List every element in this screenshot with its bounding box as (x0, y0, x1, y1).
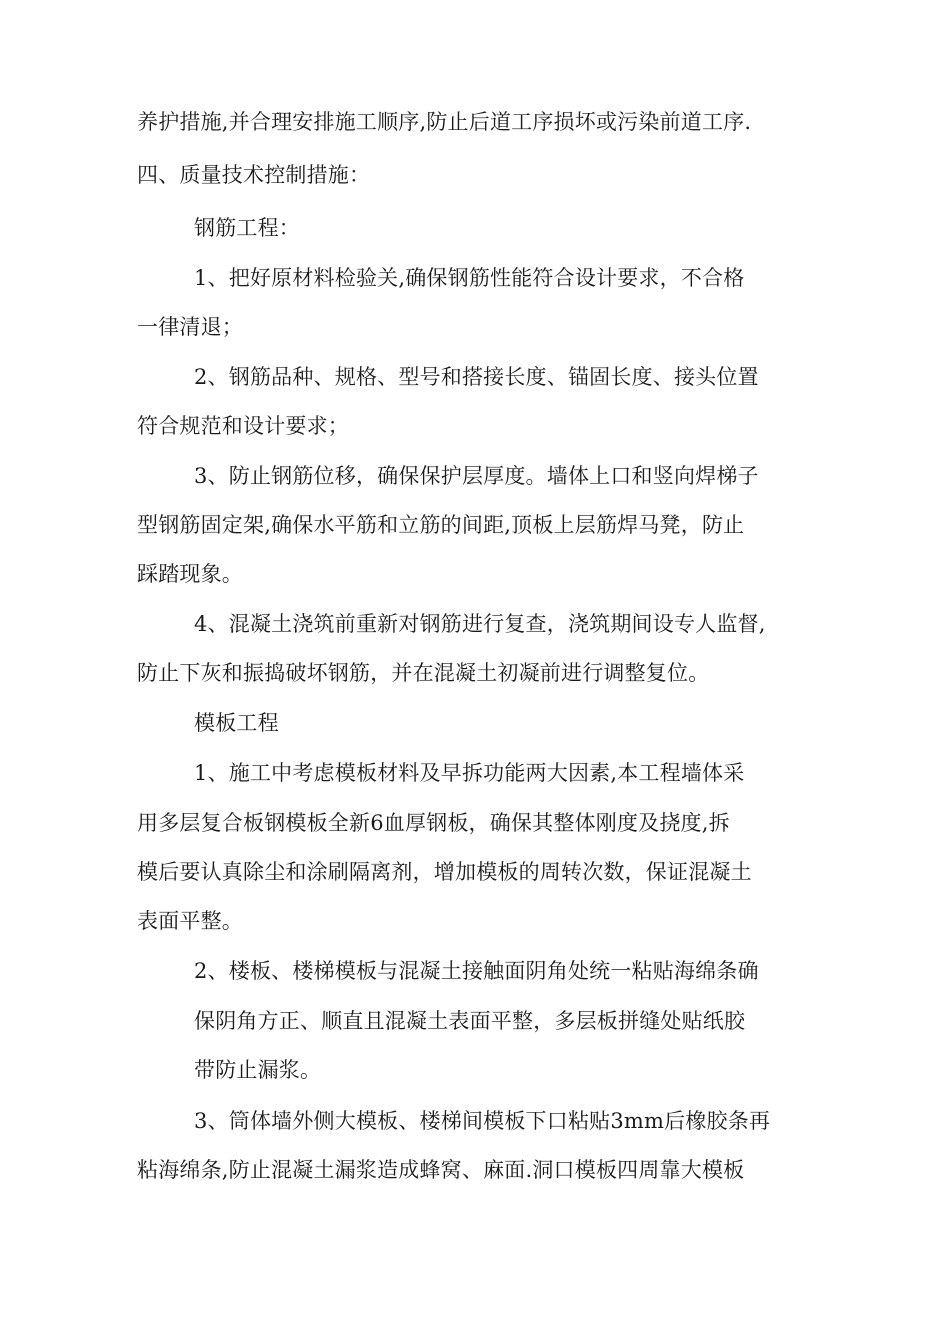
text-line: 防止下灰和振捣破坏钢筋，并在混凝土初凝前进行调整复位。 (137, 661, 710, 685)
text-line: 2、钢筋品种、规格、型号和搭接长度、锚固长度、接头位置 (194, 365, 759, 389)
text-line: 用多层复合板钢模板全新6血厚钢板，确保其整体刚度及挠度,拆 (137, 811, 730, 835)
text-line: 模后要认真除尘和涂刷隔离剂，增加模板的周转次数，保证混凝土 (137, 860, 752, 884)
section-heading: 四、质量技术控制措施： (137, 163, 371, 187)
text-line: 保阴角方正、顺直且混凝土表面平整，多层板拼缝处贴纸胶 (194, 1009, 746, 1033)
text-line: 3、防止钢筋位移，确保保护层厚度。墙体上口和竖向焊梯子 (194, 464, 759, 488)
text-line: 3、筒体墙外侧大模板、楼梯间模板下口粘贴3mm后橡胶条再 (194, 1109, 771, 1133)
text-line: 养护措施,并合理安排施工顺序,防止后道工序损坏或污染前道工序. (137, 110, 752, 134)
text-line: 踩踏现象。 (137, 562, 243, 586)
text-line: 表面平整。 (137, 909, 243, 933)
text-line: 4、混凝土浇筑前重新对钢筋进行复查，浇筑期间设专人监督, (194, 612, 766, 636)
text-line: 1、把好原材料检验关,确保钢筋性能符合设计要求，不合格 (194, 266, 745, 290)
text-line: 一律清退； (137, 315, 243, 339)
text-line: 型钢筋固定架,确保水平筋和立筋的间距,顶板上层筋焊马凳，防止 (137, 513, 745, 537)
text-line: 带防止漏浆。 (194, 1058, 322, 1082)
text-line: 1、施工中考虑模板材料及早拆功能两大因素,本工程墙体采 (194, 761, 745, 785)
subsection-heading: 模板工程 (194, 711, 279, 735)
text-line: 粘海绵条,防止混凝土漏浆造成蜂窝、麻面.洞口模板四周靠大模板 (137, 1158, 745, 1182)
text-line: 2、楼板、楼梯模板与混凝土接触面阴角处统一粘贴海绵条确 (194, 959, 759, 983)
text-line: 符合规范和设计要求； (137, 414, 349, 438)
subsection-heading: 钢筋工程： (194, 216, 300, 240)
